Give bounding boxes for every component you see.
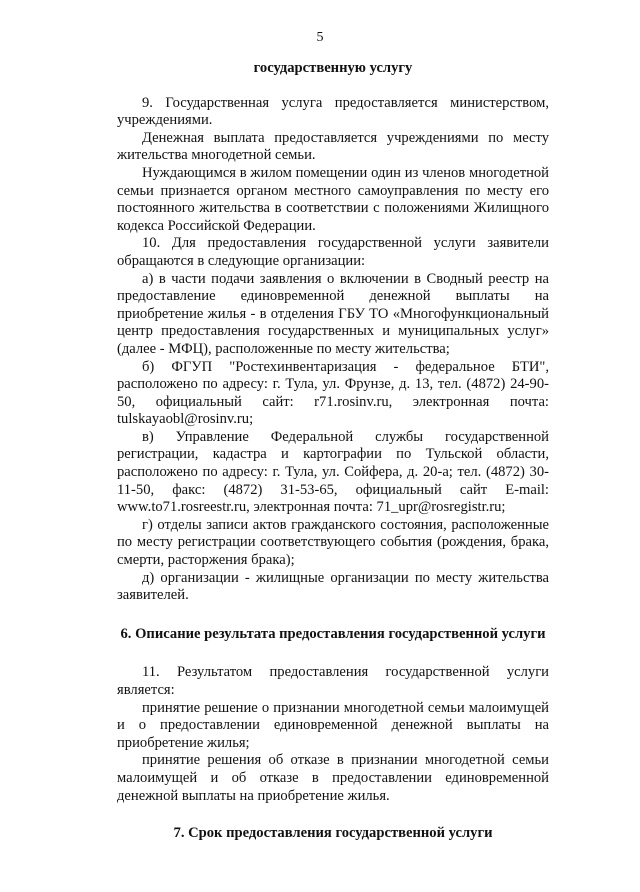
continued-heading: государственную услугу <box>253 60 413 76</box>
paragraph-cash-payment: Денежная выплата предоставляется учреждениями по месту жительства многодетной семьи. <box>117 129 549 164</box>
section-6-heading: 6. Описание результата предоставления государственной услуги <box>120 625 546 642</box>
paragraph-11: 11. Результатом предоставления государственной услуги является: <box>117 664 549 698</box>
paragraph-9: 9. Государственная услуга предоставляется министерством, учреждениями. <box>117 94 549 129</box>
paragraph-10: 10. Для предоставления государственной услуги заявители обращаются в следующие организации: <box>117 235 549 269</box>
paragraph-10-g: г) отделы записи актов гражданского состояния, расположенные по месту регистрации соответствующего события (рождения, брака, смерти, расторжения брака); <box>117 516 549 569</box>
paragraph-10-a: а) в части подачи заявления о включении в Сводный реестр на предоставление единовременной денежной выплаты на приобретение жилья - в отделения ГБУ ТО «Многофункциональный центр предоставления государственных и муниципальных услуг» (далее - МФЦ), расположенные по месту жительства; <box>117 270 549 357</box>
paragraph-11-positive: принятие решение о признании многодетной семьи малоимущей и о предоставлении единовременной денежной выплаты на приобретение жилья; <box>117 699 549 751</box>
page-number: 5 <box>316 30 324 45</box>
paragraph-housing-need: Нуждающимся в жилом помещении один из членов многодетной семьи признается органом местного самоуправления по месту его постоянного жительства в соответствии с положениями Жилищного кодекса Российской Федерации. <box>117 164 549 234</box>
paragraph-11-refusal: принятие решения об отказе в признании многодетной семьи малоимущей и об отказе в предоставлении единовременной денежной выплаты на приобретение жилья. <box>117 752 549 804</box>
paragraph-10-b: б) ФГУП "Ростехинвентаризация - федеральное БТИ", расположено по адресу: г. Тула, ул. Фрунзе, д. 13, тел. (4872) 24-90-50, официальный сайт: r71.rosinv.ru, электронная почта: tulskayaobl@rosinv.ru; <box>117 358 549 428</box>
paragraph-10-d: д) организации - жилищные организации по месту жительства заявителей. <box>117 569 549 604</box>
paragraph-10-v: в) Управление Федеральной службы государственной регистрации, кадастра и картографии по Тульской области, расположено по адресу: г. Тула, ул. Сойфера, д. 20-а; тел. (4872) 30-11-50, факс: (4872) 31-53-65, официальный сайт E-mail: www.to71.rosreestr.ru, электронная почта: 71_upr@rosregistr.ru; <box>117 428 549 516</box>
section-7-heading: 7. Срок предоставления государственной услуги <box>173 825 493 842</box>
document-body <box>117 60 549 843</box>
